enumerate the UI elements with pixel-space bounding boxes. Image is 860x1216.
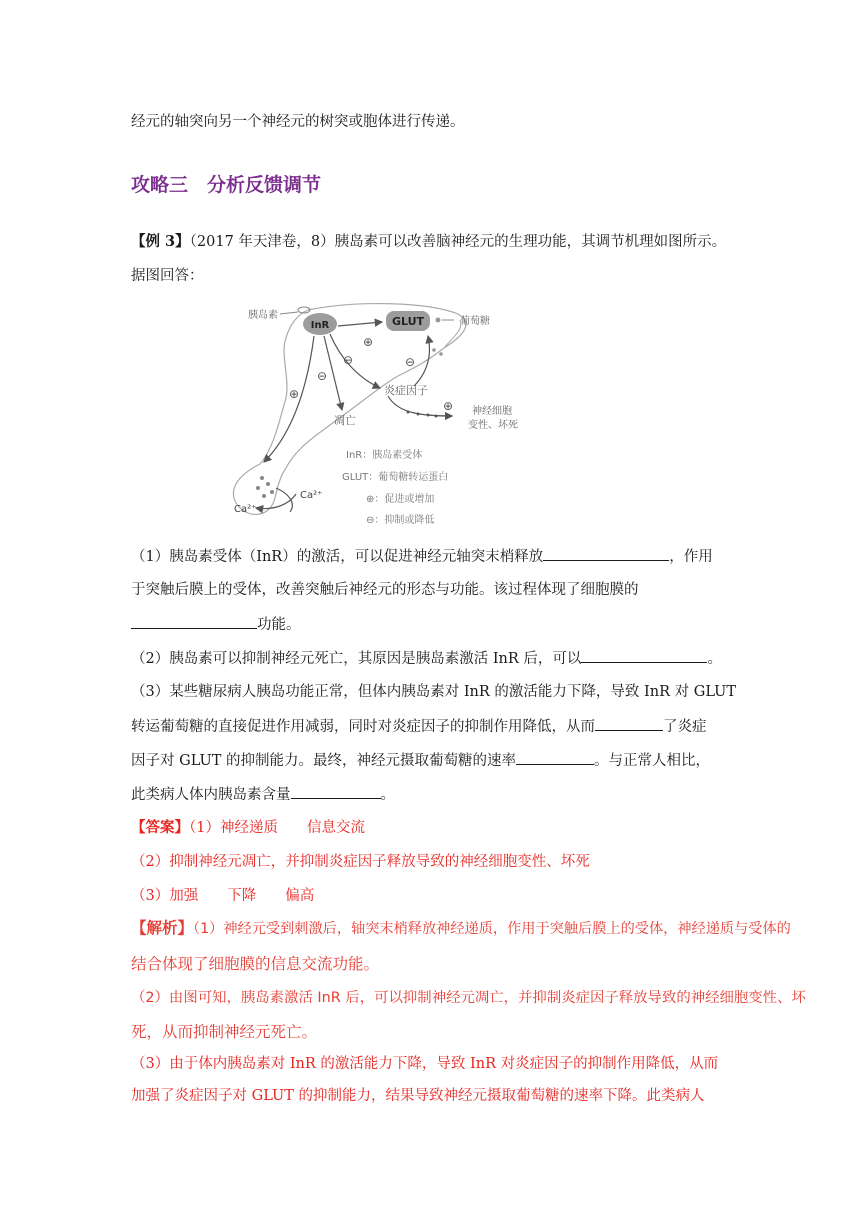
- answer-text-1: （1）神经递质 信息交流: [189, 820, 365, 836]
- q1-blank-2[interactable]: [131, 614, 257, 629]
- minus-sign-apoptosis: ⊖: [316, 369, 328, 383]
- nerve-damage-label-2: 变性、坏死: [468, 420, 518, 431]
- example-line-1: [131, 232, 726, 252]
- q3-text-g: 。: [380, 787, 395, 803]
- analysis-line-1: [131, 918, 791, 939]
- q3-text-c: 了炎症: [663, 719, 707, 735]
- example-source: （2017 年天津卷，8）胰岛素可以改善脑神经元的生理功能，其调节机理如图所示。: [189, 234, 727, 250]
- q2-line: [131, 648, 722, 669]
- apoptosis-label: 凋亡: [334, 414, 356, 427]
- analysis-tag: 【解析】: [131, 919, 194, 937]
- analysis-line-6: 加强了炎症因子对 GLUT 的抑制能力，结果导致神经元摄取葡萄糖的速率下降。此类病人: [131, 1088, 705, 1104]
- nerve-damage-label-1: 神经细胞: [472, 406, 512, 417]
- plus-sign-glut: ⊕: [362, 335, 374, 349]
- q3-blank-2[interactable]: [516, 750, 594, 765]
- q3-line-2: [131, 716, 707, 737]
- analysis-line-5: （3）由于体内胰岛素对 InR 的激活能力下降，导致 InR 对炎症因子的抑制作用降低，从而: [131, 1056, 719, 1072]
- inflammation-label: 炎症因子: [384, 384, 428, 397]
- insulin-label: 胰岛素: [248, 310, 278, 321]
- q3-blank-3[interactable]: [291, 784, 381, 799]
- q1-blank-1[interactable]: [543, 546, 669, 561]
- example-tag: 【例 3】: [131, 233, 190, 250]
- q2-blank[interactable]: [581, 648, 707, 663]
- calcium-label-1: Ca²⁺: [300, 490, 323, 501]
- answer-line-2: （2）抑制神经元凋亡，并抑制炎症因子释放导致的神经细胞变性、坏死: [131, 854, 590, 870]
- q3-text-d: 因子对 GLUT 的抑制能力。最终，神经元摄取葡萄糖的速率: [131, 753, 517, 769]
- calcium-label-2: Ca²⁺: [234, 504, 257, 515]
- glut-label: GLUT: [391, 315, 425, 328]
- legend-promote: ⊕：促进或增加: [366, 494, 435, 505]
- q3-line-4: [131, 784, 395, 805]
- legend-inr: InR：胰岛素受体: [346, 450, 423, 461]
- q2-text-a: （2）胰岛素可以抑制神经元死亡，其原因是胰岛素激活 InR 后，可以: [131, 651, 582, 667]
- intro-text: 经元的轴突向另一个神经元的树突或胞体进行传递。: [131, 114, 465, 130]
- legend-inhibit: ⊖：抑制或降低: [366, 515, 435, 526]
- q1-line-3: [131, 614, 301, 635]
- plus-sign-synapse: ⊕: [288, 387, 300, 401]
- q2-text-b: 。: [707, 651, 722, 667]
- answer-line-3: （3）加强 下降 偏高: [131, 888, 315, 904]
- analysis-line-2: 结合体现了细胞膜的信息交流功能。: [131, 955, 380, 973]
- analysis-line-3: （2）由图可知，胰岛素激活 InR 后，可以抑制神经元凋亡，并抑制炎症因子释放导致的神经细胞变性、坏: [131, 990, 806, 1006]
- analysis-line-4: 死，从而抑制神经元死亡。: [131, 1023, 318, 1041]
- q3-text-e: 。与正常人相比，: [594, 753, 711, 769]
- plus-sign-damage: ⊕: [442, 399, 454, 413]
- section-heading: 攻略三 分析反馈调节: [131, 174, 322, 196]
- minus-sign-glut: ⊖: [404, 355, 416, 369]
- q3-text-b: 转运葡萄糖的直接促进作用减弱，同时对炎症因子的抑制作用降低，从而: [131, 719, 595, 735]
- q1-text-b: ，作用: [669, 549, 713, 565]
- answer-line-1: [131, 818, 365, 838]
- q3-text-f: 此类病人体内胰岛素含量: [131, 787, 291, 803]
- example-line-2: 据图回答：: [131, 268, 204, 284]
- inr-label: InR: [310, 320, 330, 331]
- answer-tag: 【答案】: [131, 819, 189, 836]
- q1-line-2: 于突触后膜上的受体，改善突触后神经元的形态与功能。该过程体现了细胞膜的: [131, 582, 639, 598]
- analysis-text-1: （1）神经元受到刺激后，轴突末梢释放神经递质，作用于突触后膜上的受体，神经递质与受体的: [193, 921, 791, 937]
- minus-sign-inflammation: ⊖: [342, 353, 354, 367]
- q3-blank-1[interactable]: [595, 716, 663, 731]
- legend-glut: GLUT：葡萄糖转运蛋白: [342, 472, 449, 483]
- q1-text-d: 功能。: [257, 617, 301, 633]
- q3-line-1: （3）某些糖尿病人胰岛功能正常，但体内胰岛素对 InR 的激活能力下降，导致 InR 对 GLUT: [131, 684, 737, 700]
- q3-line-3: [131, 750, 710, 771]
- q1-text-a: （1）胰岛素受体（InR）的激活，可以促进神经元轴突末梢释放: [131, 549, 544, 565]
- mechanism-figure: [234, 298, 540, 530]
- q1-line-1: [131, 546, 713, 567]
- glucose-label: 葡萄糖: [460, 316, 490, 327]
